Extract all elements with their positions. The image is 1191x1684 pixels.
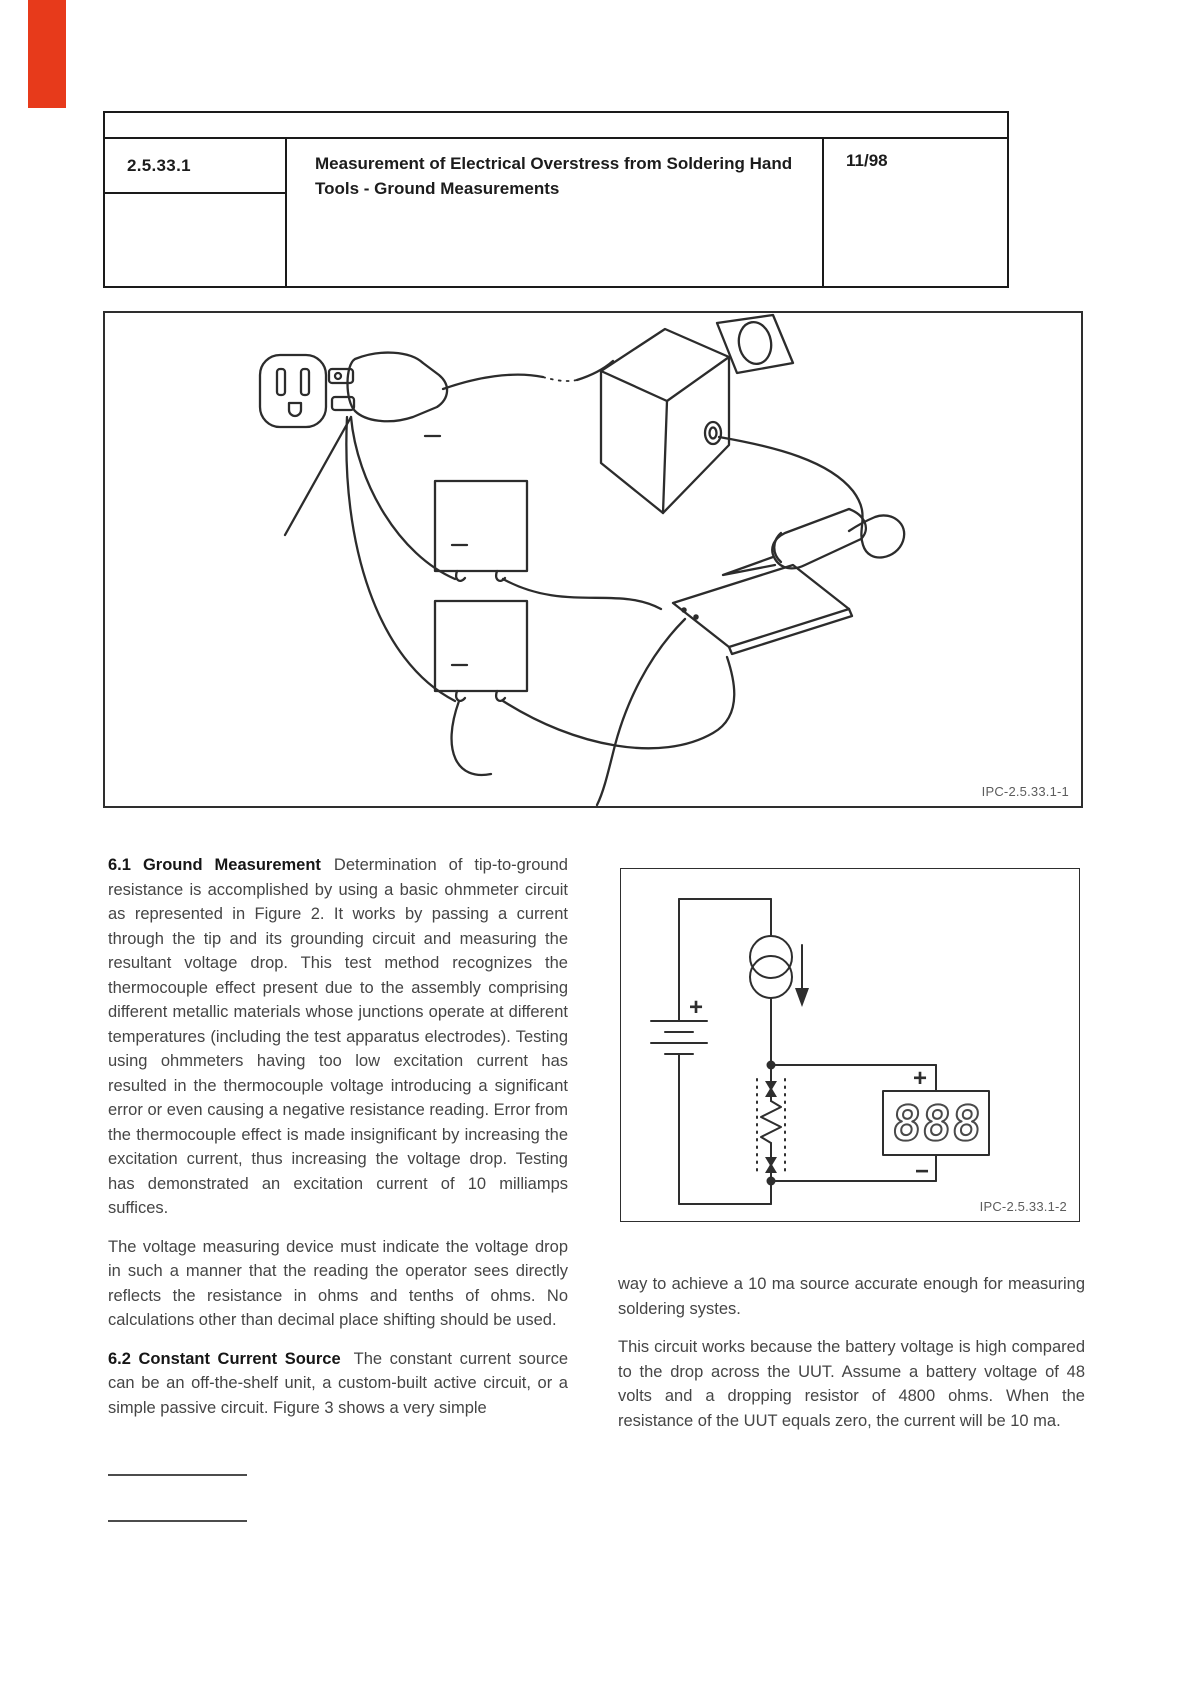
header-table: [103, 111, 1009, 288]
display-plus-sign: +: [913, 1065, 928, 1092]
section-6-2-body: The constant current source can be an off-the-shelf unit, a custom-built active circuit, or a simple passive circuit. Figure 3 shows a very simple: [108, 1349, 568, 1417]
footnote-rule-2: [108, 1520, 247, 1522]
pointer-line: [285, 417, 351, 535]
junction-dot-top: [767, 1061, 776, 1070]
footnote-rule-1: [108, 1474, 247, 1476]
paragraph-circuit-works: This circuit works because the battery voltage is high compared to the drop across the UUT. Assume a battery voltage of 48 volts and a dropping resistor of 4800 ohms. When the resistance of the UUT equals zero, the current will be 10 ma.: [618, 1338, 1085, 1430]
meter-box-1: [435, 481, 527, 581]
paragraph-way-to-achieve: way to achieve a 10 ma source accurate enough for measuring soldering systes.: [618, 1275, 1085, 1318]
header-empty-row: [105, 113, 1007, 139]
paragraph-6-1: [108, 853, 568, 1221]
document-title: Measurement of Electrical Overstress from Soldering Hand Tools - Ground Measurements: [287, 139, 824, 286]
document-date: 11/98: [846, 151, 888, 170]
figure1-caption-label: IPC-2.5.33.1-1: [981, 784, 1069, 799]
section-6-2-heading: 6.2 Constant Current Source: [108, 1349, 341, 1368]
figure1-frame: [103, 311, 1083, 808]
display-digits: 888: [890, 1096, 984, 1152]
uut-resistor-symbol: [761, 1081, 781, 1173]
solder-station-drawing: [601, 329, 729, 513]
section-6-1-heading: 6.1 Ground Measurement: [108, 856, 321, 874]
paragraph-6-2: [108, 1347, 568, 1421]
figure1-illustration: [105, 313, 1081, 806]
iron-cord-drawing: [719, 437, 904, 557]
display-minus-sign: −: [915, 1158, 930, 1185]
header-main-row: [105, 139, 1007, 286]
ground-wires: [346, 417, 734, 805]
figure2-frame: [620, 868, 1080, 1222]
paragraph-voltage-device: The voltage measuring device must indicate the voltage drop in such a manner that the reading the operator sees directly reflects the resistance in ohms and tenths of ohms. No calculations other than decimal place shifting should be used.: [108, 1237, 568, 1329]
header-section-cell-empty: [105, 194, 285, 286]
cord-drawing: [443, 361, 613, 389]
battery-plus-sign: +: [689, 994, 704, 1021]
figure2-circuit: [621, 869, 1078, 1220]
junction-dot-bottom: [767, 1177, 776, 1186]
column-left: [108, 853, 568, 1434]
ground-plate-drawing: [673, 565, 852, 654]
section-6-1-body: Determination of tip-to-ground resistance is accomplished by using a basic ohmmeter circuit as represented in Figure 2. It works by passing a current through the tip and its grounding circuit and measuring the resultant voltage drop. This test method recognizes the thermocouple effect present due to the assembly comprising different metallic materials whose junctions operate at different temperatures (including the test apparatus electrodes). Testing using ohmmeters having too low excitation current has resulted in the thermocouple voltage introducing a significant error or even causing a negative resistance reading. Error from the thermocouple effect is made insignificant by increasing the excitation current, thus increasing the voltage drop. Testing has demonstrated an excitation current of 10 milliamps suffices.: [108, 856, 568, 1217]
column-right: [618, 1272, 1085, 1447]
red-ink-mark: [28, 0, 66, 108]
power-plug-drawing: [329, 353, 447, 422]
meter-box-2: [435, 601, 527, 701]
figure2-caption-label: IPC-2.5.33.1-2: [979, 1199, 1067, 1214]
section-number: 2.5.33.1: [105, 139, 285, 194]
outlet-drawing: [260, 355, 326, 427]
current-arrow: [795, 945, 809, 1007]
header-section-cell: [105, 139, 287, 286]
